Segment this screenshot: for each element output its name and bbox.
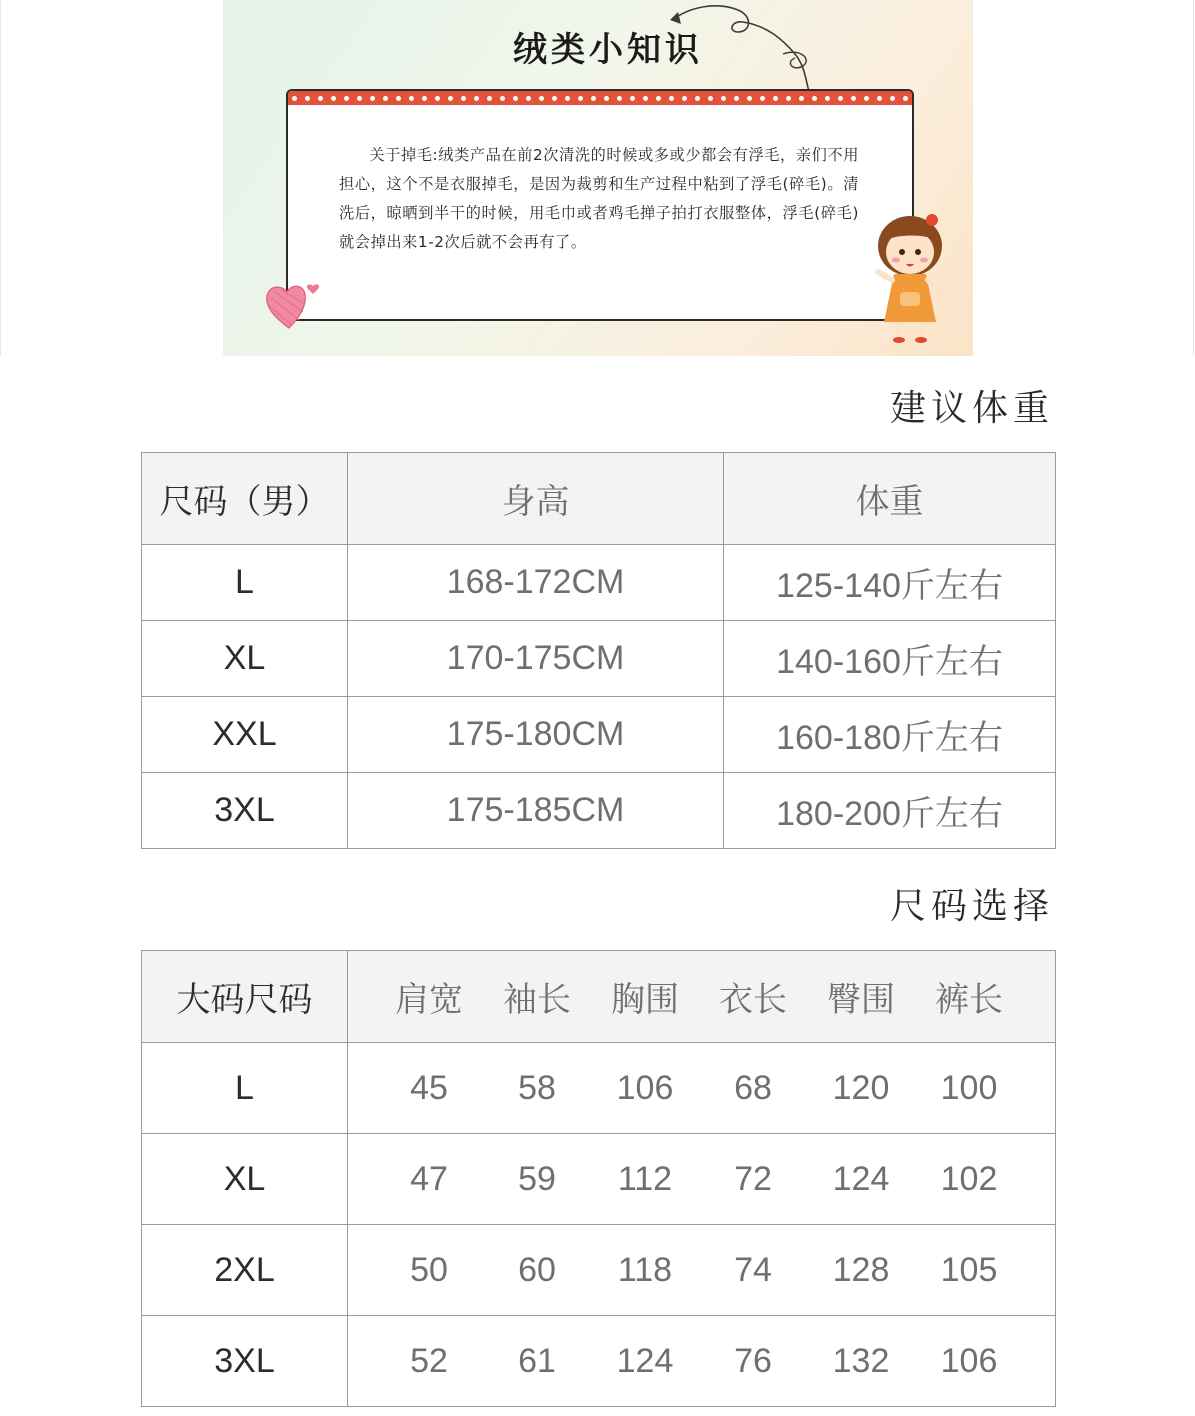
- table-row: [142, 545, 1056, 621]
- value-cell: 124: [832, 1159, 890, 1198]
- value-cell: 47: [410, 1159, 448, 1198]
- header-size: 尺码（男）: [142, 453, 348, 545]
- table-row: [142, 1316, 1056, 1407]
- value-cell: 128: [832, 1250, 890, 1289]
- value-cell: 72: [734, 1159, 772, 1198]
- value-cell: 61: [518, 1341, 556, 1380]
- height-cell: 175-180CM: [348, 697, 724, 773]
- table-row: [142, 697, 1056, 773]
- value-cell: 74: [734, 1250, 772, 1289]
- table-row: [142, 1225, 1056, 1316]
- value-cell: 112: [617, 1159, 673, 1198]
- left-edge-line: [0, 0, 1, 355]
- tips-card: [286, 89, 914, 321]
- value-cell: 102: [940, 1159, 998, 1198]
- value-cell: 45: [410, 1068, 448, 1107]
- value-cell: 105: [940, 1250, 998, 1289]
- header-length: 衣长: [719, 981, 787, 1019]
- value-cell: 58: [518, 1068, 556, 1107]
- header-pants-length: 裤长: [935, 981, 1003, 1019]
- value-cell: 132: [832, 1341, 890, 1380]
- size-section-title: 尺码选择: [889, 886, 1054, 927]
- value-cell: 100: [940, 1068, 998, 1107]
- size-cell: 2XL: [142, 1225, 348, 1316]
- height-cell: 168-172CM: [348, 545, 724, 621]
- value-cell: 120: [832, 1068, 890, 1107]
- height-cell: 175-185CM: [348, 773, 724, 849]
- table-row: [142, 621, 1056, 697]
- height-cell: 170-175CM: [348, 621, 724, 697]
- size-cell: L: [142, 1043, 348, 1134]
- value-cell: 124: [616, 1341, 674, 1380]
- banner-title: 绒类小知识: [513, 30, 703, 70]
- fleece-tips-banner: [223, 0, 973, 356]
- size-cell: XL: [142, 621, 348, 697]
- cartoon-girl-icon: [868, 210, 953, 350]
- size-table: [141, 950, 1056, 1407]
- value-cell: 68: [734, 1068, 772, 1107]
- header-sleeve: 袖长: [503, 981, 571, 1019]
- table-row: [142, 773, 1056, 849]
- value-cell: 50: [410, 1250, 448, 1289]
- weight-cell: 125-140斤左右: [724, 545, 1056, 621]
- weight-section-title: 建议体重: [889, 388, 1054, 429]
- header-hip: 臀围: [827, 981, 895, 1019]
- card-header-bar: [288, 91, 912, 105]
- size-cell: XL: [142, 1134, 348, 1225]
- value-cell: 52: [410, 1341, 448, 1380]
- value-cell: 59: [518, 1159, 556, 1198]
- weight-cell: 160-180斤左右: [724, 697, 1056, 773]
- value-cell: 76: [734, 1341, 772, 1380]
- value-cell: 106: [616, 1068, 674, 1107]
- size-cell: 3XL: [142, 773, 348, 849]
- table-row: [142, 1043, 1056, 1134]
- size-cell: XXL: [142, 697, 348, 773]
- value-cell: 60: [518, 1250, 556, 1289]
- size-header-row: [142, 951, 1056, 1043]
- weight-cell: 140-160斤左右: [724, 621, 1056, 697]
- size-cell: L: [142, 545, 348, 621]
- header-shoulder: 肩宽: [395, 981, 463, 1019]
- weight-table: [141, 452, 1056, 849]
- header-weight: 体重: [724, 453, 1056, 545]
- header-chest: 胸围: [611, 981, 679, 1019]
- weight-header-row: [142, 453, 1056, 545]
- value-cell: 106: [940, 1341, 998, 1380]
- tips-text: 关于掉毛:绒类产品在前2次清洗的时候或多或少都会有浮毛，亲们不用担心，这个不是衣服掉毛，是因为裁剪和生产过程中粘到了浮毛(碎毛)。清洗后，晾晒到半干的时候，用毛巾或者鸡毛掸子拍打衣服整体，浮毛(碎毛)就会掉出来1-2次后就不会再有了。: [339, 146, 859, 251]
- value-cell: 118: [617, 1250, 673, 1289]
- table-row: [142, 1134, 1056, 1225]
- size-cell: 3XL: [142, 1316, 348, 1407]
- right-edge-line: [1193, 0, 1194, 355]
- header-height: 身高: [348, 453, 724, 545]
- header-size: 大码尺码: [142, 951, 348, 1043]
- heart-icon: [263, 280, 333, 340]
- weight-cell: 180-200斤左右: [724, 773, 1056, 849]
